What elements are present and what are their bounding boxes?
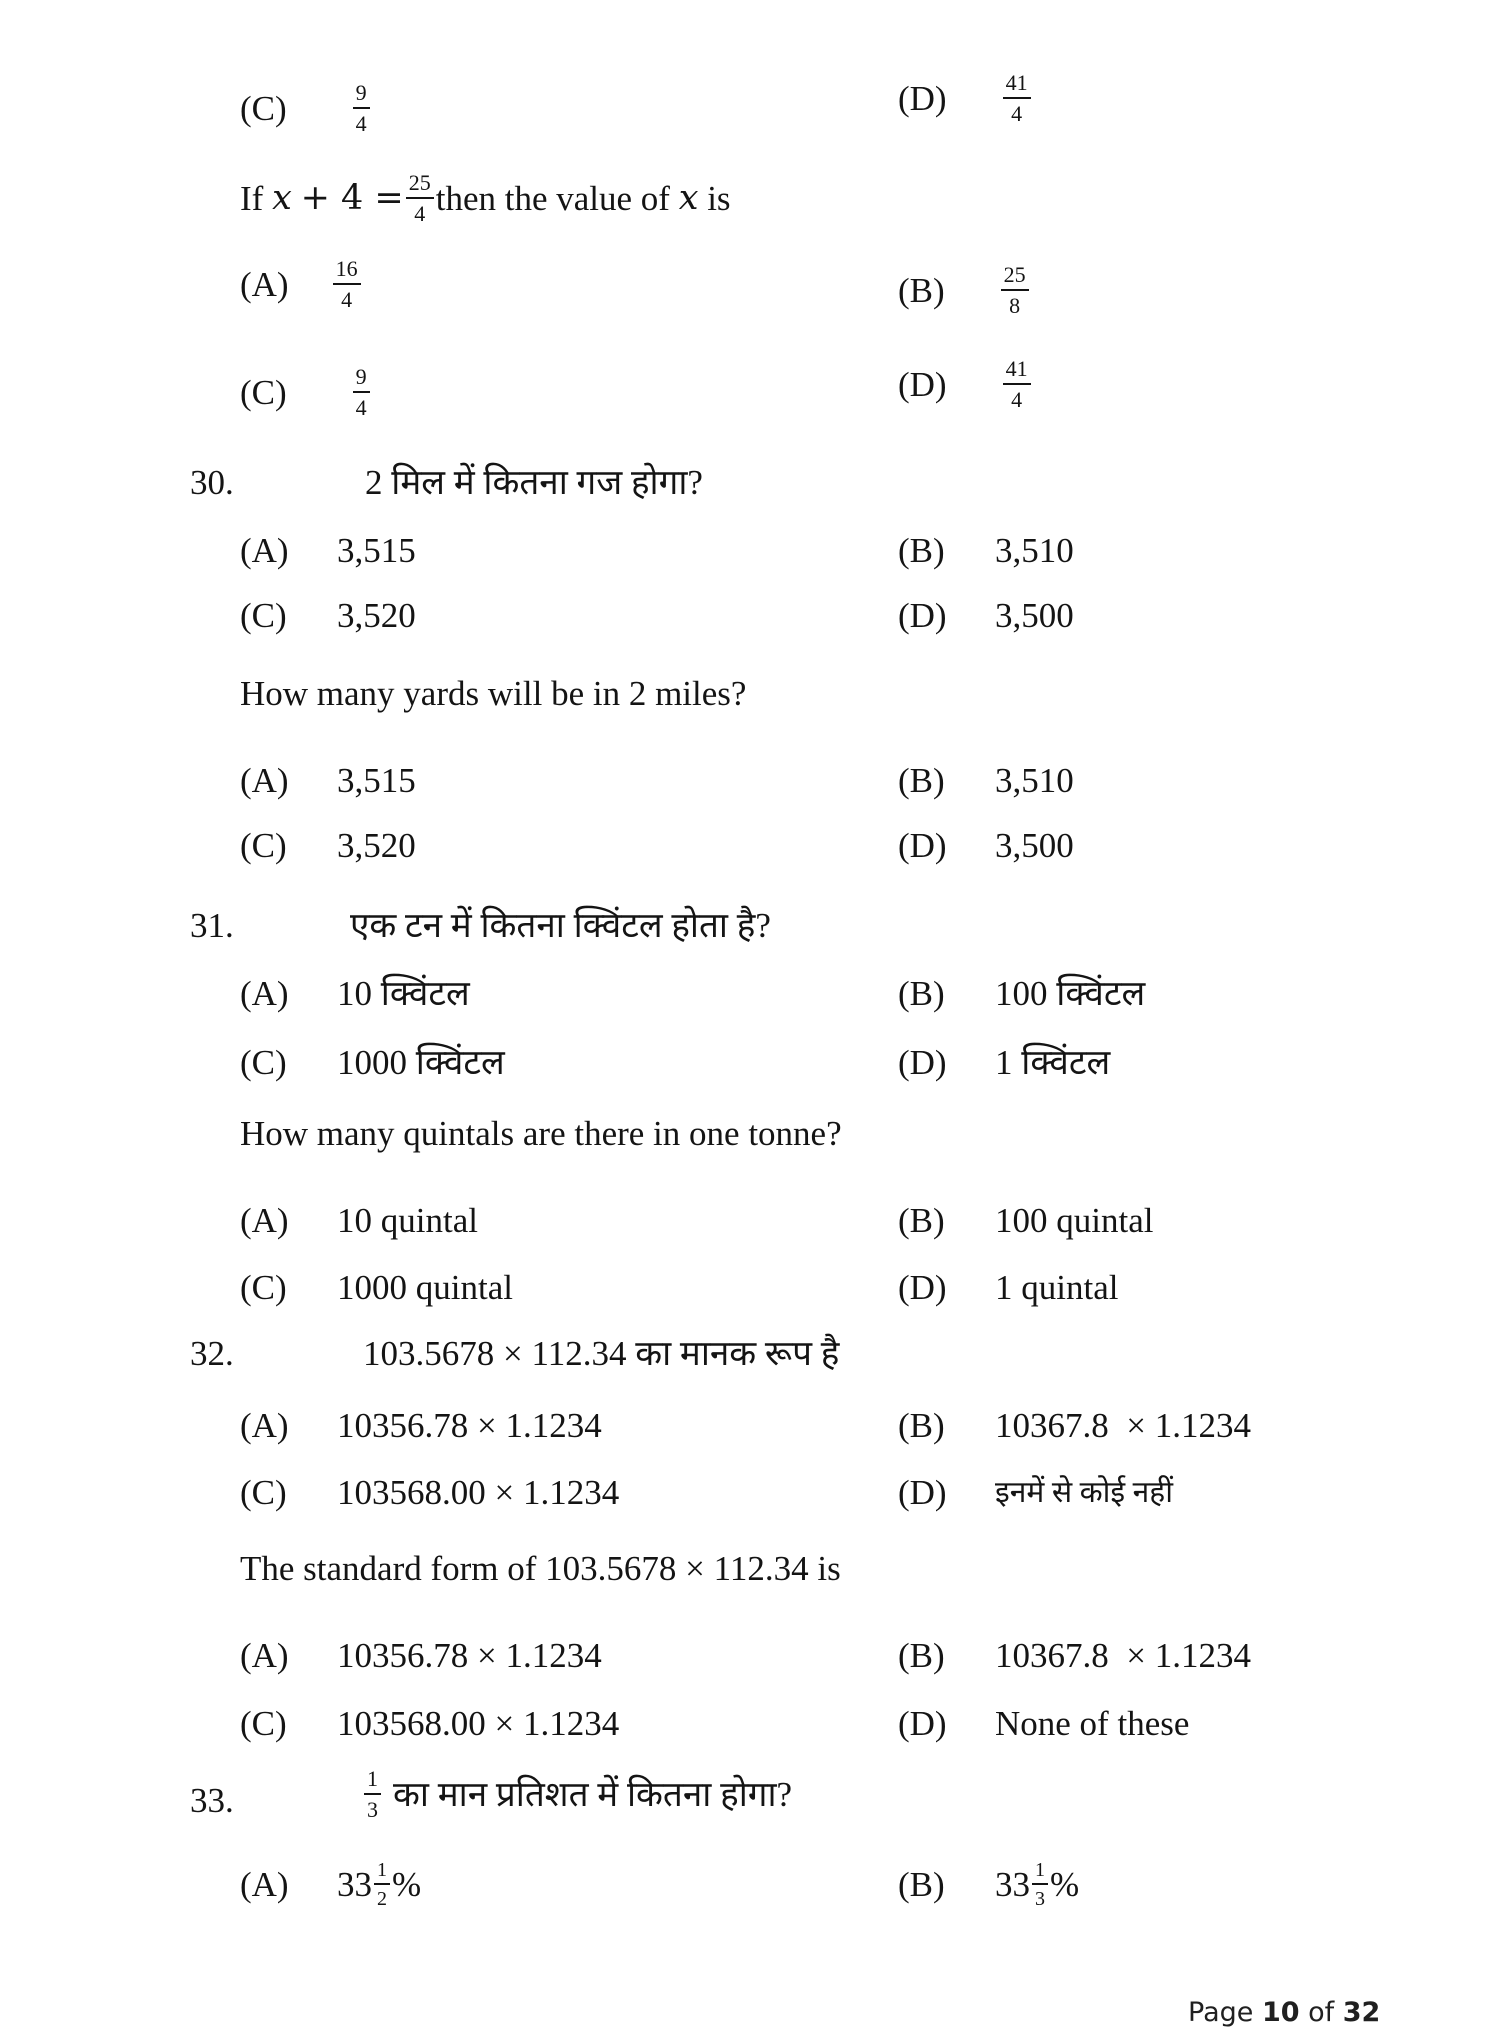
option-label: (B): [898, 761, 945, 800]
option-value: 10356.78 × 1.1234: [337, 1406, 602, 1445]
fraction-denominator: 4: [355, 395, 367, 420]
fraction-numerator: 25: [406, 172, 434, 199]
option-label: (C): [240, 1268, 287, 1307]
mixed-fraction: [337, 1860, 421, 1909]
option-label: (C): [240, 89, 287, 128]
option-value: 10 क्विंटल: [337, 974, 470, 1013]
q30-english-option-b: [898, 763, 1074, 798]
option-label: (B): [898, 974, 945, 1013]
option-value: 3,510: [995, 761, 1074, 800]
option-value: 3,520: [337, 826, 416, 865]
q30-hindi-option-d: [898, 598, 1074, 633]
q30-hindi-question: 2 मिल में कितना गज होगा?: [365, 463, 703, 502]
q31-hindi-option-a: [240, 976, 470, 1011]
option-value: इनमें से कोई नहीं: [995, 1475, 1173, 1509]
q31-english-question: How many quintals are there in one tonne?: [240, 1114, 842, 1153]
option-value: 10356.78 × 1.1234: [337, 1636, 602, 1675]
fraction-part: [374, 1860, 390, 1909]
percent-sign: %: [1050, 1865, 1080, 1904]
option-value: 3,515: [337, 761, 416, 800]
fraction-denominator: 4: [341, 287, 353, 312]
q31-english-option-a: [240, 1203, 478, 1238]
q30-hindi-option-b: [898, 533, 1074, 568]
option-value: 103568.00 × 1.1234: [337, 1473, 620, 1512]
question-text: If: [240, 179, 264, 218]
option-value: 1000 quintal: [337, 1268, 513, 1307]
option-value: 1 क्विंटल: [995, 1043, 1111, 1082]
q30-english-option-c: [240, 828, 416, 863]
option-label: (D): [898, 1473, 947, 1512]
option-label: (C): [240, 826, 287, 865]
option-value: 3,500: [995, 596, 1074, 635]
q29-english-option-d: [898, 358, 1033, 411]
q33-hindi-option-a: [240, 1860, 421, 1909]
option-fraction: [1003, 358, 1031, 411]
q32-hindi-option-c: [240, 1475, 619, 1510]
q31-english-option-d: [898, 1270, 1118, 1305]
whole-part: 33: [337, 1865, 372, 1904]
page-footer: [1188, 1997, 1380, 2028]
option-label: (D): [898, 79, 947, 118]
q32-english-option-b: [898, 1638, 1251, 1673]
fraction-denominator: 2: [377, 1888, 387, 1910]
option-label: (A): [240, 531, 289, 570]
fraction-denominator: 3: [367, 1797, 378, 1822]
option-label: (A): [240, 761, 289, 800]
option-label: (A): [240, 1865, 289, 1904]
fraction-numerator: 1: [374, 1860, 390, 1885]
option-value: 1000 क्विंटल: [337, 1043, 505, 1082]
fraction-numerator: 41: [1003, 358, 1031, 385]
question-text: का मान प्रतिशत में कितना होगा?: [393, 1775, 793, 1814]
question-number: 33.: [190, 1781, 234, 1820]
q29-english-option-a: [240, 258, 363, 311]
current-page-number: 10: [1261, 1997, 1300, 2028]
q32-hindi-option-d: [898, 1475, 1173, 1510]
fraction-numerator: 9: [353, 82, 370, 109]
option-label: (B): [898, 531, 945, 570]
page-label: Page: [1188, 1997, 1254, 2028]
q30-english-option-a: [240, 763, 416, 798]
question-fraction: [364, 1768, 381, 1821]
question-number: 30.: [190, 463, 234, 502]
q31-hindi-question: एक टन में कितना क्विंटल होता है?: [350, 906, 771, 945]
option-label: (C): [240, 1043, 287, 1082]
option-value: 10367.8 × 1.1234: [995, 1636, 1251, 1675]
question-text: is: [707, 179, 731, 218]
fraction-part: [1032, 1860, 1048, 1909]
q30-hindi-option-c: [240, 598, 416, 633]
option-label: (A): [240, 265, 289, 304]
option-value: 3,515: [337, 531, 416, 570]
math-expression: + 4 =: [300, 178, 404, 218]
q32-english-option-a: [240, 1638, 602, 1673]
q32-english-question: The standard form of 103.5678 × 112.34 is: [240, 1549, 841, 1588]
option-label: (D): [898, 1043, 947, 1082]
option-label: (C): [240, 596, 287, 635]
option-fraction: [333, 258, 361, 311]
option-value: 10 quintal: [337, 1201, 478, 1240]
option-value: 100 क्विंटल: [995, 974, 1146, 1013]
option-label: (B): [898, 1636, 945, 1675]
q32-hindi-question: 103.5678 × 112.34 का मानक रूप है: [363, 1334, 840, 1373]
option-label: (B): [898, 1201, 945, 1240]
q30-english-question: How many yards will be in 2 miles?: [240, 674, 747, 713]
page-of-label: of: [1308, 1997, 1335, 2028]
q29-hindi-option-d: [898, 72, 1033, 125]
fraction-numerator: 1: [1032, 1860, 1048, 1885]
total-page-count: 32: [1342, 1997, 1381, 2028]
q32-english-option-d: [898, 1706, 1189, 1741]
option-label: (D): [898, 1268, 947, 1307]
option-label: (D): [898, 826, 947, 865]
fraction-numerator: 41: [1003, 72, 1031, 99]
option-label: (C): [240, 373, 287, 412]
question-number: 31.: [190, 906, 234, 945]
q32-hindi-option-b: [898, 1408, 1251, 1443]
mixed-fraction: [995, 1860, 1079, 1909]
percent-sign: %: [392, 1865, 422, 1904]
q29-hindi-option-c: [240, 82, 372, 135]
fraction-numerator: 25: [1001, 264, 1029, 291]
fraction-numerator: 1: [364, 1768, 381, 1795]
option-value: 1 quintal: [995, 1268, 1119, 1307]
option-label: (A): [240, 974, 289, 1013]
option-value: 103568.00 × 1.1234: [337, 1704, 620, 1743]
option-label: (D): [898, 365, 947, 404]
q33-hindi-option-b: [898, 1860, 1079, 1909]
option-label: (B): [898, 271, 945, 310]
q30-hindi-option-a: [240, 533, 416, 568]
fraction-denominator: 8: [1009, 293, 1021, 318]
q31-hindi-option-d: [898, 1045, 1110, 1080]
option-value: 3,500: [995, 826, 1074, 865]
option-label: (A): [240, 1201, 289, 1240]
option-fraction: [1001, 264, 1029, 317]
fraction-denominator: 3: [1035, 1888, 1045, 1910]
option-fraction: [353, 82, 370, 135]
q31-english-option-b: [898, 1203, 1153, 1238]
option-fraction: [1003, 72, 1031, 125]
q29-english-option-b: [898, 264, 1031, 317]
q31-hindi-option-c: [240, 1045, 505, 1080]
math-variable: x: [678, 178, 699, 218]
math-variable: x: [272, 178, 292, 218]
option-label: (B): [898, 1406, 945, 1445]
q33-hindi-question: [362, 1768, 792, 1821]
option-value: 100 quintal: [995, 1201, 1154, 1240]
option-label: (D): [898, 1704, 947, 1743]
fraction-denominator: 4: [414, 201, 426, 226]
option-label: (C): [240, 1704, 287, 1743]
q32-english-option-c: [240, 1706, 619, 1741]
q32-hindi-option-a: [240, 1408, 602, 1443]
whole-part: 33: [995, 1865, 1030, 1904]
fraction-denominator: 4: [1011, 387, 1023, 412]
fraction-numerator: 9: [353, 366, 370, 393]
q31-english-option-c: [240, 1270, 513, 1305]
option-label: (C): [240, 1473, 287, 1512]
q29-english-option-c: [240, 366, 372, 419]
q29-english-question: [240, 172, 731, 225]
option-label: (D): [898, 596, 947, 635]
option-value: 3,510: [995, 531, 1074, 570]
option-value: 10367.8 × 1.1234: [995, 1406, 1251, 1445]
fraction-denominator: 4: [355, 111, 367, 136]
option-label: (B): [898, 1865, 945, 1904]
option-value: None of these: [995, 1704, 1190, 1743]
question-number: 32.: [190, 1334, 234, 1373]
option-value: 3,520: [337, 596, 416, 635]
question-text: then the value of: [435, 179, 670, 218]
option-fraction: [353, 366, 370, 419]
fraction-numerator: 16: [333, 258, 361, 285]
question-fraction: [406, 172, 434, 225]
q30-english-option-d: [898, 828, 1074, 863]
q31-hindi-option-b: [898, 976, 1145, 1011]
option-label: (A): [240, 1636, 289, 1675]
fraction-denominator: 4: [1011, 101, 1023, 126]
option-label: (A): [240, 1406, 289, 1445]
